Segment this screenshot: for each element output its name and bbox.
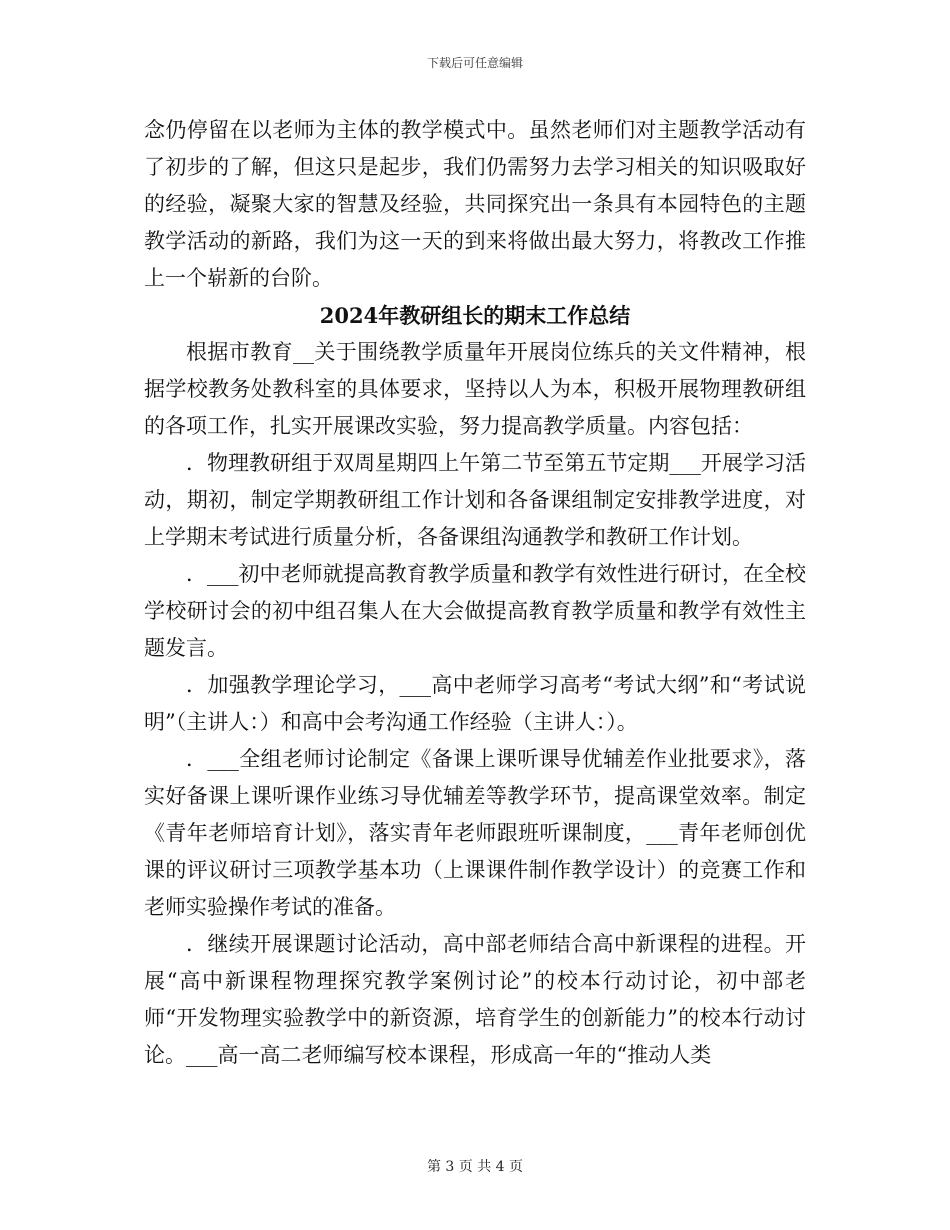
page-header-note: 下载后可任意编辑 xyxy=(426,56,523,70)
document-body xyxy=(144,112,806,1074)
paragraph-1: 根据市教育__关于围绕教学质量年开展岗位练兵的关文件精神，根据学校教务处教科室的具体要求，坚持以人为本，积极开展物理教研组的各项工作，扎实开展课改实验，努力提高教学质量。内容包括： xyxy=(144,340,806,438)
document-title: 2024年教研组长的期末工作总结 xyxy=(319,303,631,328)
page-number-footer: 第 3 页 共 4 页 xyxy=(426,1159,524,1175)
paragraph-3: ．___初中老师就提高教育教学质量和教学有效性进行研讨，在全校学校研讨会的初中组召集人在大会做提高教育教学质量和教学有效性主题发言。 xyxy=(144,562,806,660)
paragraph-6: ．继续开展课题讨论活动，高中部老师结合高中新课程的进程。开展“高中新课程物理探究教学案例讨论”的校本行动讨论，初中部老师“开发物理实验教学中的新资源，培育学生的创新能力”的校本行动讨论。___高一高二老师编写校本课程，形成高一年的“推动人类 xyxy=(144,932,806,1067)
paragraph-4: ．加强教学理论学习，___高中老师学习高考“考试大纲”和“考试说明”（主讲人：）和高中会考沟通工作经验（主讲人：）。 xyxy=(144,673,806,734)
paragraph-5: ．___全组老师讨论制定《备课上课听课导优辅差作业批要求》，落实好备课上课听课作业练习导优辅差等教学环节，提高课堂效率。制定《青年老师培育计划》，落实青年老师跟班听课制度，___青年老师创优课的评议研讨三项教学基本功（上课课件制作教学设计）的竞赛工作和老师实验操作考试的准备。 xyxy=(144,747,806,919)
intro-paragraph: 念仍停留在以老师为主体的教学模式中。虽然老师们对主题教学活动有了初步的了解，但这只是起步，我们仍需努力去学习相关的知识吸取好的经验，凝聚大家的智慧及经验，共同探究出一条具有本园特色的主题教学活动的新路，我们为这一天的到来将做出最大努力，将教改工作推上一个崭新的台阶。 xyxy=(144,118,806,290)
paragraph-2: ．物理教研组于双周星期四上午第二节至第五节定期___开展学习活动，期初，制定学期教研组工作计划和各备课组制定安排教学进度，对上学期末考试进行质量分析，各备课组沟通教学和教研工作计划。 xyxy=(144,451,806,549)
